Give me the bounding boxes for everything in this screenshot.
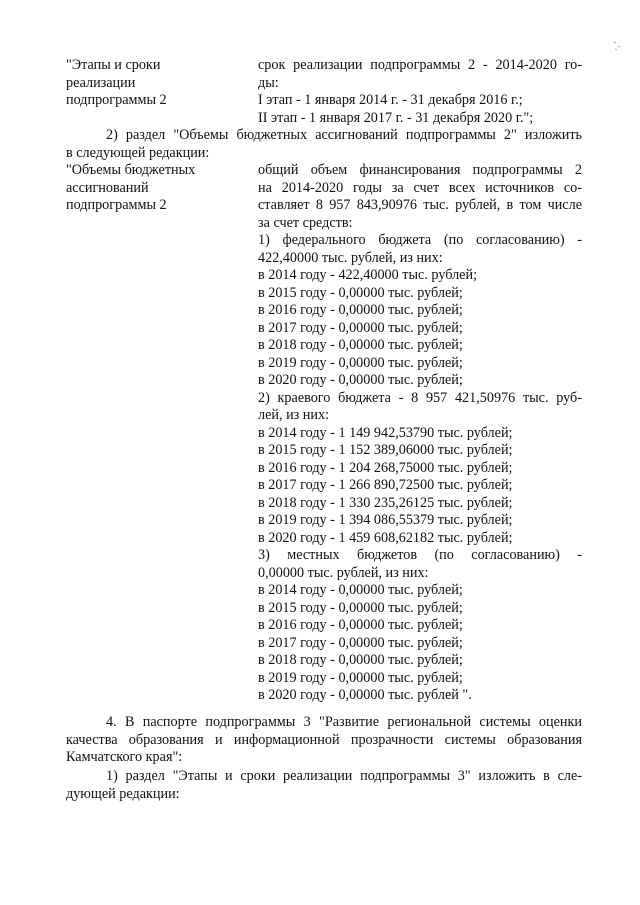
paragraph-line: дующей редакции:: [66, 785, 180, 802]
label-line: ассигнований: [66, 179, 149, 196]
content-line: в 2018 году - 0,00000 тыс. рублей;: [258, 652, 463, 668]
content-line: в 2015 году - 0,00000 тыс. рублей;: [258, 284, 463, 301]
content-line: в 2018 году - 1 330 235,26125 тыс. рублей;: [258, 494, 513, 511]
content-line: II этап - 1 января 2017 г. - 31 декабря 2020 г.";: [258, 109, 534, 126]
content-line: 422,40000 тыс. рублей, из них:: [258, 249, 443, 266]
content-line: в 2017 году - 0,00000 тыс. рублей;: [258, 634, 463, 651]
content-line: общий объем финансирования подпрограммы 2: [258, 162, 582, 178]
content-line: 3) местных бюджетов (по согласованию) -: [258, 547, 582, 563]
budget-content: [258, 162, 582, 705]
content-line: в 2014 году - 422,40000 тыс. рублей;: [258, 267, 478, 283]
content-line: лей, из них:: [258, 407, 330, 423]
stages-content: [258, 57, 582, 127]
label-line: подпрограммы 2: [66, 197, 167, 213]
content-line: на 2014-2020 годы за счет всех источников со-: [258, 179, 582, 196]
budget-label: [66, 162, 251, 215]
paragraph-2: [66, 127, 582, 162]
stages-label: [66, 57, 251, 110]
paragraph-5: [66, 768, 582, 803]
content-line: 0,00000 тыс. рублей, из них:: [258, 564, 429, 581]
content-line: в 2014 году - 1 149 942,53790 тыс. рублей;: [258, 424, 513, 441]
content-line: в 2016 году - 1 204 268,75000 тыс. рублей;: [258, 459, 513, 476]
content-line: в 2015 году - 0,00000 тыс. рублей;: [258, 599, 463, 616]
content-line: за счет средств:: [258, 214, 353, 231]
content-line: 1) федерального бюджета (по согласованию) -: [258, 232, 582, 248]
label-line: подпрограммы 2: [66, 92, 167, 108]
content-line: ды:: [258, 74, 279, 91]
scan-mark-icon: [612, 40, 622, 52]
content-line: срок реализации подпрограммы 2 - 2014-2020 го-: [258, 57, 582, 73]
content-line: в 2014 году - 0,00000 тыс. рублей;: [258, 582, 463, 598]
content-line: в 2020 году - 0,00000 тыс. рублей ".: [258, 687, 472, 703]
paragraph-line: 1) раздел "Этапы и сроки реализации подпрограммы 3" изложить в сле-: [106, 768, 582, 784]
paragraph-4: [66, 714, 582, 767]
paragraph-line: качества образования и информационной прозрачности системы образования: [66, 731, 582, 748]
label-line: реализации: [66, 74, 136, 91]
content-line: в 2020 году - 1 459 608,62182 тыс. рублей;: [258, 529, 513, 546]
paragraph-line: 2) раздел "Объемы бюджетных ассигнований подпрограммы 2" изложить: [106, 127, 582, 143]
label-line: "Этапы и сроки: [66, 57, 161, 73]
content-line: в 2019 году - 0,00000 тыс. рублей;: [258, 354, 463, 371]
paragraph-line: 4. В паспорте подпрограммы 3 "Развитие региональной системы оценки: [106, 714, 582, 730]
content-line: I этап - 1 января 2014 г. - 31 декабря 2016 г.;: [258, 92, 523, 108]
content-line: в 2019 году - 0,00000 тыс. рублей;: [258, 669, 463, 686]
content-line: в 2018 году - 0,00000 тыс. рублей;: [258, 337, 463, 353]
paragraph-line: Камчатского края":: [66, 749, 183, 765]
label-line: "Объемы бюджетных: [66, 162, 196, 178]
content-line: в 2019 году - 1 394 086,55379 тыс. рублей;: [258, 512, 513, 528]
content-line: в 2016 году - 0,00000 тыс. рублей;: [258, 617, 463, 633]
content-line: в 2020 году - 0,00000 тыс. рублей;: [258, 372, 463, 388]
content-line: 2) краевого бюджета - 8 957 421,50976 тыс. руб-: [258, 389, 582, 406]
content-line: в 2017 году - 1 266 890,72500 тыс. рублей;: [258, 477, 513, 493]
content-line: в 2017 году - 0,00000 тыс. рублей;: [258, 319, 463, 336]
content-line: в 2015 году - 1 152 389,06000 тыс. рублей;: [258, 442, 513, 458]
paragraph-line: в следующей редакции:: [66, 144, 210, 161]
content-line: ставляет 8 957 843,90976 тыс. рублей, в том числе: [258, 197, 582, 213]
content-line: в 2016 году - 0,00000 тыс. рублей;: [258, 302, 463, 318]
